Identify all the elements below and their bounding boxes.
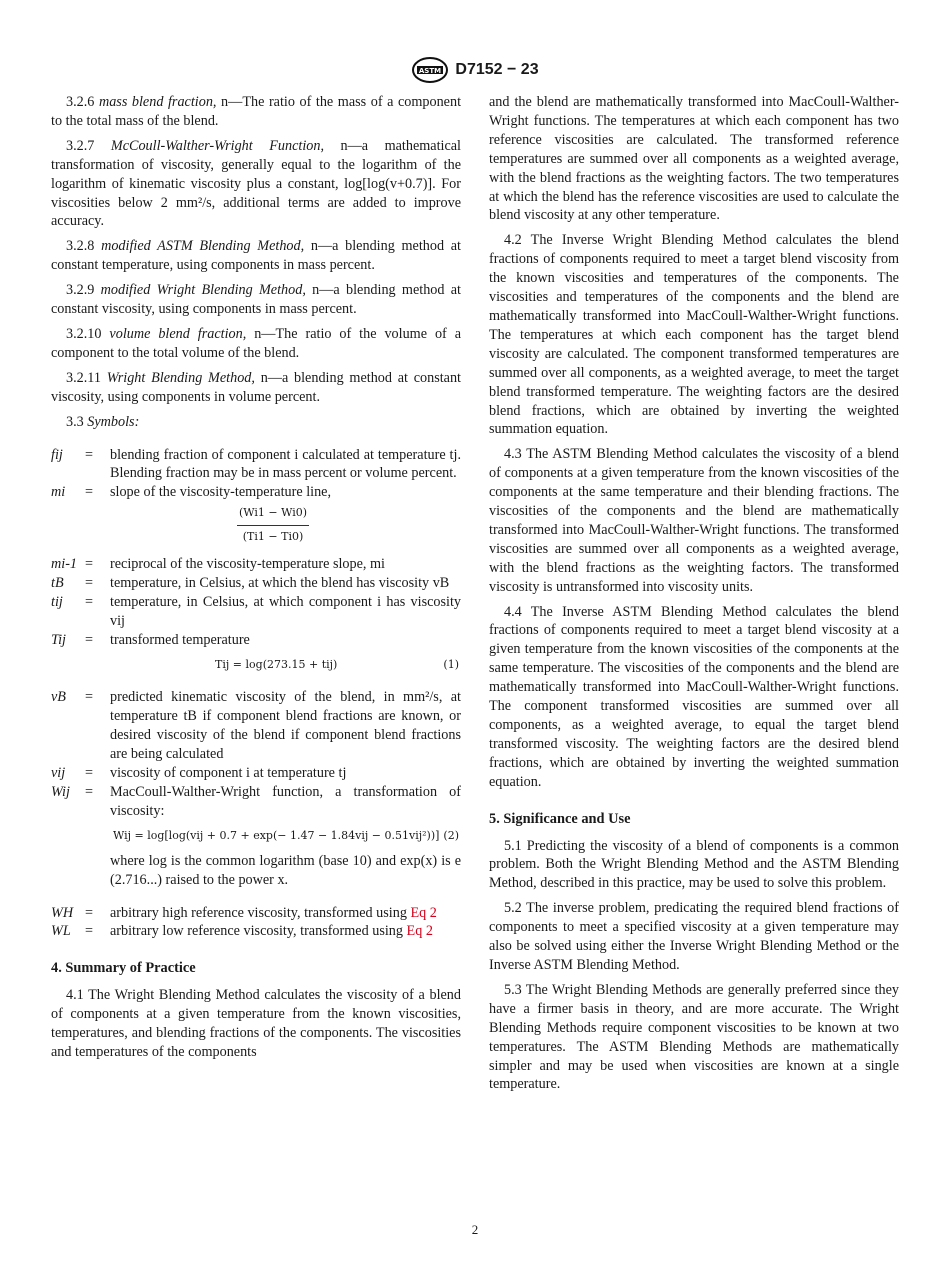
symbol-row: mi-1 = reciprocal of the viscosity-temperature slope, mi	[51, 555, 461, 574]
symbol-definition: transformed temperature	[110, 631, 250, 648]
left-column	[51, 93, 461, 1068]
equation-note: where log is the common logarithm (base 10) and exp(x) is e (2.716...) raised to the power x.	[110, 852, 461, 888]
paragraph-5-3: 5.3 The Wright Blending Methods are generally preferred since they have a firmer basis in theory, and are more accurate. The Wright Blending Methods require component viscosities to be known at two temperatures. The ASTM Blending Methods are mathematically simpler and may be used when viscosities are known at a single temperature.	[489, 981, 899, 1093]
astm-logo-icon	[411, 56, 449, 84]
symbol-definition: viscosity of component i at temperature tj	[110, 765, 347, 782]
page-number: 2	[471, 1222, 479, 1237]
symbol-term: vij	[51, 765, 66, 782]
svg-text:ASTM: ASTM	[419, 67, 442, 75]
symbol-term: vB	[51, 689, 66, 706]
symbol-term: Wij	[51, 784, 70, 800]
symbol-list	[51, 446, 461, 942]
paragraph-4-2: 4.2 The Inverse Wright Blending Method calculates the blend fractions of components required to meet a target blend viscosity from the known viscosities and temperatures of the components. The viscosities and temperatures of the components and the blend are mathematically transformed into MacCoull-Walther-Wright functions. The temperatures at which each component has the target blend viscosity are calculated. The component transformed temperatures are summed over all components, as a weighted average, to meet the target blend transformed temperature. The weighting factors are the desired blend fractions, which are obtained by inverting the weighted summation equation.	[489, 232, 899, 438]
symbol-term: mi-1	[51, 556, 78, 573]
paragraph-4-4: 4.4 The Inverse ASTM Blending Method calculates the blend fractions of components required to meet a target blend viscosity at a given temperature from the known viscosities of the components at the same temperature. The viscosities of the components and the blend are mathematically transformed into MacCoull-Walther-Wright functions. The component transformed viscosities are summed over all components, as a weighted average, to equal the target blend transformed viscosity. The weighting factors are the desired blend fractions, which are obtained by inverting the weighted summation equation.	[489, 603, 899, 790]
symbol-term: Tij	[51, 631, 66, 648]
equation-2-link[interactable]: Eq 2	[410, 904, 437, 921]
symbol-term: tB	[51, 574, 64, 591]
symbol-row: Tij = transformed temperature	[51, 631, 461, 650]
equation-1: Tij = log(273.15 + tij) (1)	[109, 656, 461, 675]
symbol-term: tij	[51, 593, 63, 610]
symbol-definition: arbitrary low reference viscosity, transformed using Eq 2	[110, 923, 433, 940]
symbol-row: fij = blending fraction of component i calculated at temperature tj. Blending fraction may be in mass percent or volume percent.	[51, 446, 461, 482]
symbol-row: vB = predicted kinematic viscosity of the blend, in mm²/s, at temperature tB if component blend fractions are known, or desired viscosity of the blend if component blend fractions are being calculated	[51, 689, 461, 763]
paragraph-5-1: 5.1 Predicting the viscosity of a blend of components is a common problem. Both the Wright Blending Method and the ASTM Blending Method, described in this practice, may be used to solve this problem.	[489, 837, 899, 892]
symbol-term: WL	[51, 923, 71, 940]
symbol-definition: reciprocal of the viscosity-temperature slope, mi	[110, 556, 385, 573]
symbol-term: WH	[51, 904, 74, 921]
equation-2: Wij = log[log(vij + 0.7 + exp(− 1.47 − 1.84vij − 0.51vij²))] (2)	[109, 827, 461, 846]
paragraph-3-2-11: 3.2.11 Wright Blending Method, n—a blending method at constant viscosity, using components in volume percent.	[51, 369, 461, 405]
symbol-row: WH = arbitrary high reference viscosity, transformed using Eq 2	[51, 904, 461, 923]
symbol-term: mi	[51, 484, 66, 501]
page-header	[0, 56, 950, 89]
paragraph-4-1-continued: and the blend are mathematically transformed into MacCoull-Walther-Wright functions. The temperatures at which each component has two reference viscosities are calculated. The transformed reference temperatures are summed over all components as a weighted average, with the blend fractions as the weighting factors. The two temperatures at which the blend has the reference viscosities are used to calculate the blend viscosity at any other temperature.	[489, 94, 899, 224]
paragraph-3-2-9: 3.2.9 modified Wright Blending Method, n—a blending method at constant viscosity, using components in mass percent.	[51, 282, 461, 318]
symbol-term: fij	[51, 446, 63, 463]
symbol-row: Wij = MacCoull-Walther-Wright function, a transformation of viscosity:	[51, 784, 461, 819]
symbol-definition: predicted kinematic viscosity of the blend, in mm²/s, at temperature tB if component blend fractions are known, or desired viscosity of the blend if component blend fractions are being calculated	[110, 689, 461, 763]
right-column	[489, 93, 899, 1100]
symbol-row: tij = temperature, in Celsius, at which component i has viscosity vij	[51, 593, 461, 629]
paragraph-3-2-6: 3.2.6 mass blend fraction, n—The ratio of the mass of a component to the total mass of the blend.	[51, 94, 462, 129]
paragraph-4-3: 4.3 The ASTM Blending Method calculates the viscosity of a blend of components at a given temperature from the known viscosities of the components at the same temperature and their blending fractions. The viscosities of the components and the blend are mathematically transformed into MacCoull-Walther-Wright functions. The transformed viscosities are summed over all components as a weighted average, with the blend fractions as the weighting factors. The transformed viscosity is untransformed into viscosity units.	[489, 446, 899, 595]
symbol-definition: temperature, in Celsius, at which the blend has viscosity vB	[110, 574, 450, 591]
standard-designation: D7152 − 23	[455, 61, 539, 78]
symbol-definition: arbitrary high reference viscosity, transformed using Eq 2	[110, 904, 437, 921]
paragraph-5-2: 5.2 The inverse problem, predicating the required blend fractions of components to meet a specified viscosity at a given temperature may also be solved using either the Inverse Wright Blending Method or the Inverse ASTM Blending Method.	[489, 900, 899, 973]
paragraph-3-2-10: 3.2.10 volume blend fraction, n—The ratio of the volume of a component to the total volume of the blend.	[51, 325, 461, 361]
paragraph-3-2-7: 3.2.7 McCoull-Walther-Wright Function, n—a mathematical transformation of viscosity, generally equal to the logarithm of the logarithm of kinematic viscosity plus a constant, log[log(v+0.7)]. For viscosities below 2 mm²/s, additional terms are added to improve accuracy.	[51, 137, 461, 230]
symbol-definition: MacCoull-Walther-Wright function, a transformation of viscosity:	[110, 784, 461, 819]
symbol-row: vij = viscosity of component i at temperature tj	[51, 764, 461, 783]
symbol-row: mi = slope of the viscosity-temperature line,	[51, 483, 461, 502]
paragraph-4-1: 4.1 The Wright Blending Method calculates the viscosity of a blend of components at a given temperature from the known viscosities, temperatures, and blending fractions of the components. The viscosities and temperatures of the components	[51, 987, 461, 1060]
equation-label: (2)	[443, 828, 459, 842]
section-5-heading: 5. Significance and Use	[489, 810, 631, 827]
symbol-row: tB = temperature, in Celsius, at which the blend has viscosity vB	[51, 574, 461, 593]
slope-fraction: (Wi1 − Wi0) (Ti1 − Ti0)	[238, 506, 308, 544]
symbol-definition: slope of the viscosity-temperature line,	[110, 484, 332, 501]
equation-label: (1)	[443, 657, 459, 671]
paragraph-3-3: 3.3 Symbols:	[66, 413, 140, 430]
symbol-row: WL = arbitrary low reference viscosity, transformed using Eq 2	[51, 922, 461, 941]
paragraph-3-2-8: 3.2.8 modified ASTM Blending Method, n—a blending method at constant temperature, using components in mass percent.	[51, 238, 461, 274]
equation-2-link[interactable]: Eq 2	[406, 923, 433, 940]
section-4-heading: 4. Summary of Practice	[51, 960, 196, 977]
symbol-definition: temperature, in Celsius, at which component i has viscosity vij	[110, 593, 461, 629]
symbol-definition: blending fraction of component i calculated at temperature tj. Blending fraction may be in mass percent or volume percent.	[110, 446, 461, 482]
